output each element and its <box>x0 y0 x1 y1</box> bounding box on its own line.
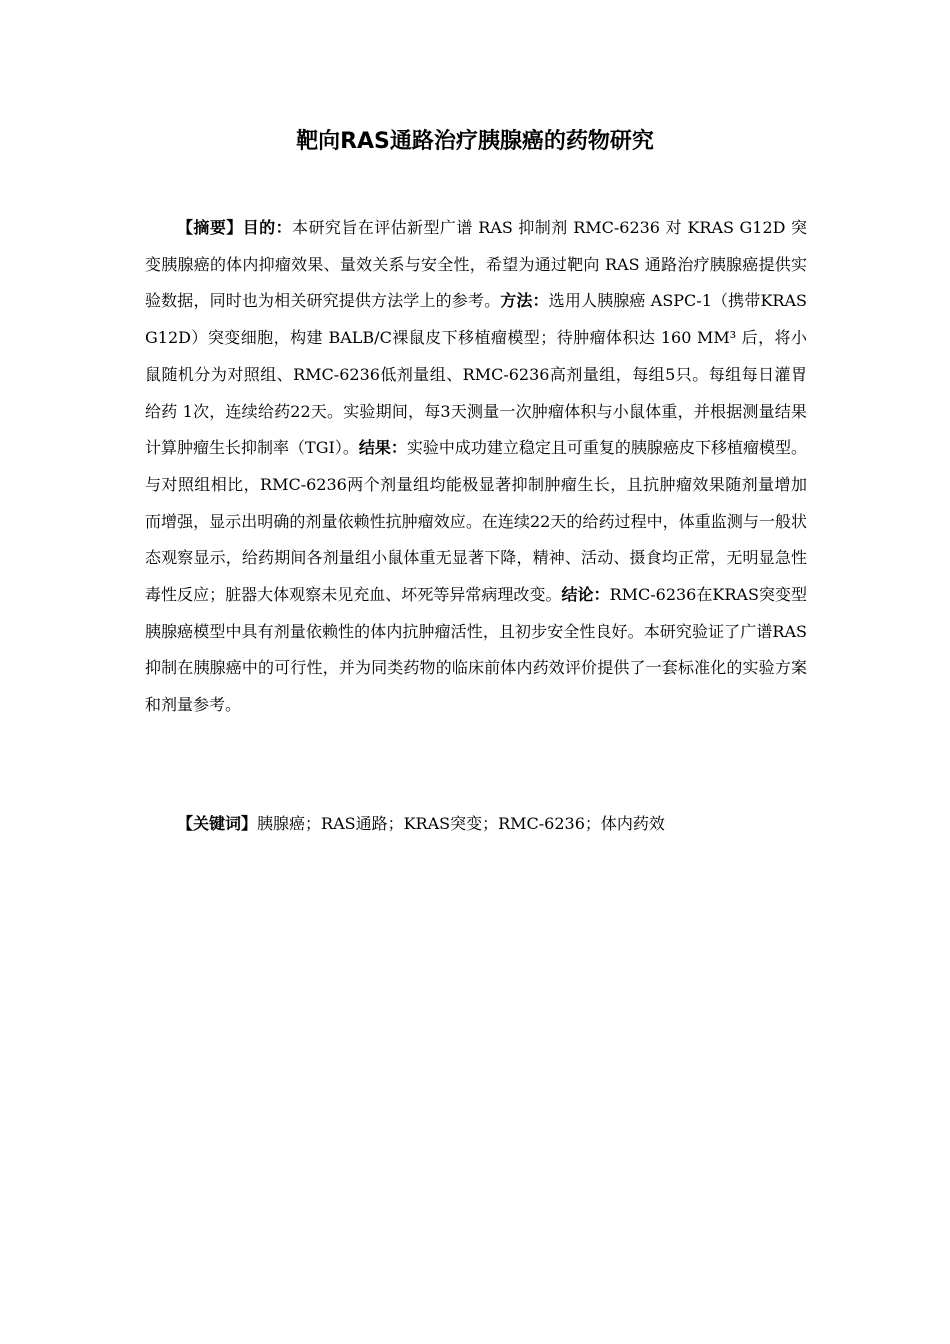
results-text: 实验中成功建立稳定且可重复的胰腺癌皮下移植瘤模型。与对照组相比，RMC-6236两个剂量组均能极显著抑制肿瘤生长，且抗肿瘤效果随剂量增加而增强，显示出明确的剂量依赖性抗肿瘤效应。在连续22天的给药过程中，体重监测与一般状态观察显示，给药期间各剂量组小鼠体重无显著下降，精神、活动、摄食均正常，无明显急性毒性反应；脏器大体观察未见充血、坏死等异常病理改变。 <box>145 438 807 605</box>
conclusion-label: 结论： <box>561 585 610 605</box>
abstract-heading: 【摘要】 <box>177 218 243 237</box>
objective-label: 目的： <box>242 218 293 237</box>
keywords-label: 【关键词】 <box>177 814 258 833</box>
objective-text: 本研究旨在评估新型广谱 RAS 抑制剂 RMC-6236 对 KRAS G12D 突变胰腺癌的体内抑瘤效果、量效关系与安全性，希望为通过靶向 RAS 通路治疗胰腺癌提供实验数据，同时也为相关研究提供方法学上的参考。 <box>145 218 807 311</box>
results-label: 结果： <box>358 438 407 458</box>
keywords-text: 胰腺癌；RAS通路；KRAS突变；RMC-6236；体内药效 <box>257 814 665 833</box>
conclusion-text: RMC-6236在KRAS突变型胰腺癌模型中具有剂量依赖性的体内抗肿瘤活性，且初步安全性良好。本研究验证了广谱RAS抑制在胰腺癌中的可行性，并为同类药物的临床前体内药效评价提供了一套标准化的实验方案和剂量参考。 <box>145 585 807 715</box>
methods-text: 选用人胰腺癌 ASPC-1（携带KRAS G12D）突变细胞，构建 BALB/C裸鼠皮下移植瘤模型；待肿瘤体积达 160 MM³ 后，将小鼠随机分为对照组、RMC-6236低剂量组、RMC-6236高剂量组，每组5只。每组每日灌胃给药 1次，连续给药22天。实验期间，每3天测量一次肿瘤体积与小鼠体重，并根据测量结果计算肿瘤生长抑制率（TGI）。 <box>145 291 807 458</box>
methods-label: 方法： <box>500 291 549 311</box>
paper-title: 靶向RAS通路治疗胰腺癌的药物研究 <box>296 129 654 154</box>
abstract-paragraph <box>145 210 807 724</box>
keywords-paragraph <box>145 806 807 843</box>
